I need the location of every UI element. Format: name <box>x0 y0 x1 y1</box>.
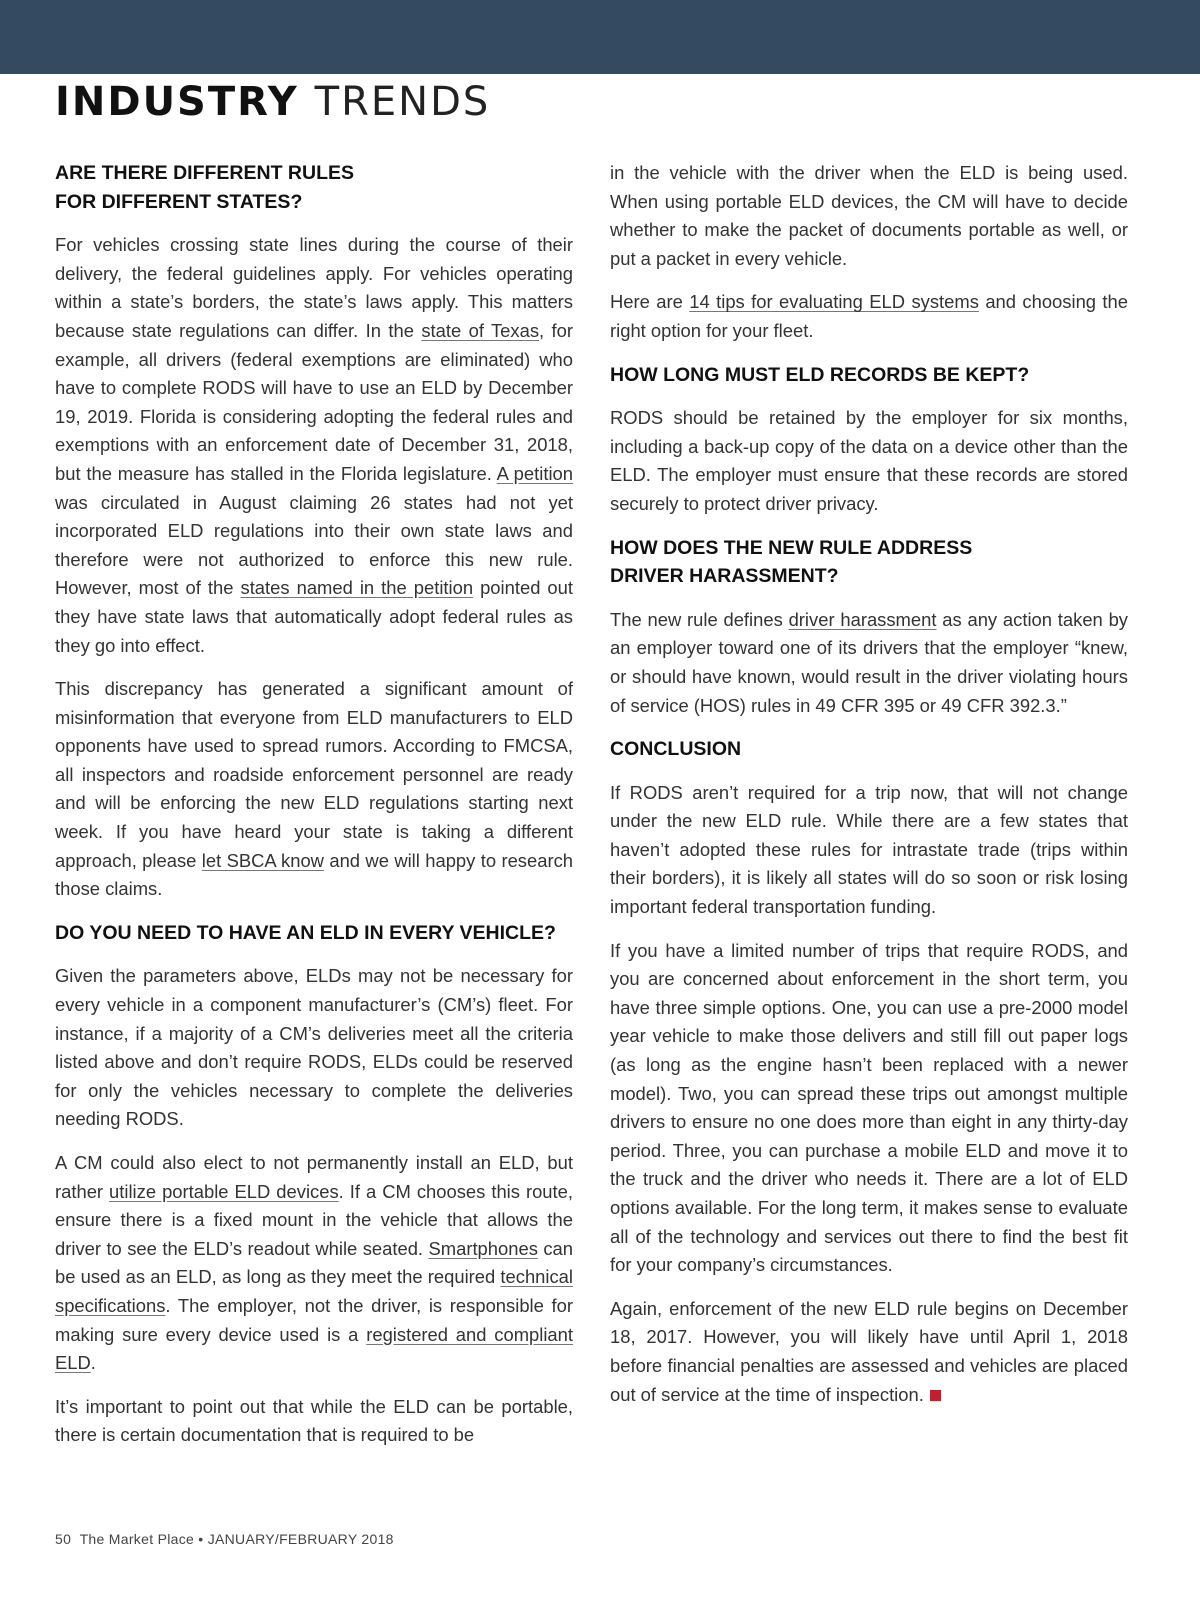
heading-conclusion: CONCLUSION <box>610 738 742 761</box>
text-run: can be used as an ELD, as long as they meet the required <box>55 1237 573 1288</box>
section-title-bold: INDUSTRY <box>55 79 299 125</box>
paragraph-enforcement-date <box>610 1295 1128 1409</box>
text-run: as any action taken by an employer toward one of its drivers that the employer “knew, or should have known, would result in the driver violating hours of service (HOS) rules in 49 CFR 395 or 49 CFR 392.3.” <box>610 608 1128 716</box>
right-column <box>610 159 1128 1424</box>
heading-driver-harassment <box>610 534 1128 591</box>
footer-separator: • <box>198 1531 204 1547</box>
text-run: Here are <box>610 291 690 313</box>
heading-records-kept: HOW LONG MUST ELD RECORDS BE KEPT? <box>610 363 1030 386</box>
text-run: . <box>90 1352 96 1374</box>
heading-eld-every-vehicle: DO YOU NEED TO HAVE AN ELD IN EVERY VEHICLE? <box>55 921 556 944</box>
paragraph-conclusion-options: If you have a limited number of trips that require RODS, and you are concerned about enforcement in the short term, you have three simple options. One, you can use a pre-2000 model year vehicle to make those delivers and still fill out paper logs (as long as the engine hasn’t been replaced with a newer model). Two, you can spread these trips out amongst multiple drivers to ensure no one does more than eight in any thirty-day period. Three, you can purchase a mobile ELD and move it to the truck and the driver who needs it. There are a lot of ELD options available. For the long term, it makes sense to evaluate all of the technology and services out there to find the best fit for your company’s circumstances. <box>610 939 1128 1276</box>
top-color-band <box>0 0 1200 74</box>
paragraph-documentation: It’s important to point out that while the ELD can be portable, there is certain documentation that is required to be <box>55 1395 573 1446</box>
link-a-petition[interactable]: A petition <box>496 462 573 484</box>
paragraph-discrepancy <box>55 675 573 904</box>
page-number: 50 <box>55 1531 72 1547</box>
text-run: and we will happy to research those claims. <box>55 849 574 900</box>
text-run: This discrepancy has generated a significant amount of misinformation that everyone from ELD manufacturers to ELD opponents have used to spread rumors. According to FMCSA, all inspectors and roadside enforcement personnel are ready and will be enforcing the new ELD regulations starting next week. If you have heard your state is taking a different approach, please <box>55 678 573 871</box>
link-smartphones[interactable]: Smartphones <box>428 1237 538 1259</box>
paragraph-conclusion-1: If RODS aren’t required for a trip now, that will not change under the new ELD rule. While there are a few states that haven’t adopted these rules for intrastate trade (trips within their borders), it is likely all states will do so soon or risk losing important federal transportation funding. <box>610 781 1128 918</box>
heading-line: ARE THERE DIFFERENT RULES <box>55 162 355 184</box>
text-run: A CM could also elect to not permanently install an ELD, but rather <box>55 1152 573 1202</box>
link-utilize-portable-eld[interactable]: utilize portable ELD devices <box>109 1180 339 1202</box>
paragraph-vehicle-packet: in the vehicle with the driver when the ELD is being used. When using portable ELD devices, the CM will have to decide whether to make the packet of documents portable as well, or put a packet in every vehicle. <box>610 162 1128 269</box>
link-driver-harassment[interactable]: driver harassment <box>788 608 937 630</box>
text-run: pointed out they have state laws that automatically adopt federal rules as they go into effect. <box>55 577 574 656</box>
section-title-light: TRENDS <box>314 79 491 125</box>
text-run: , for example, all drivers (federal exemptions are eliminated) who have to complete RODS will have to use an ELD by December 19, 2019. Florida is considering adopting the federal rules and exemptions with an enforcement date of December 31, 2018, but the measure has stalled in the Florida legislature. <box>55 319 573 484</box>
text-run: . If a CM chooses this route, ensure there is a fixed mount in the vehicle that allows the driver to see the ELD’s readout while seated. <box>55 1180 573 1259</box>
text-run: . The employer, not the driver, is responsible for making sure every device used is a <box>55 1294 573 1345</box>
end-of-article-mark <box>930 1390 941 1401</box>
heading-line: HOW DOES THE NEW RULE ADDRESS <box>610 536 973 559</box>
text-run: was circulated in August claiming 26 states had not yet incorporated ELD regulations into their own state laws and therefore were not authorized to enforce this new rule. However, most of the <box>55 491 573 599</box>
paragraph-given-parameters: Given the parameters above, ELDs may not be necessary for every vehicle in a component manufacturer’s (CM’s) fleet. For instance, if a majority of a CM’s deliveries meet all the criteria listed above and don’t require RODS, ELDs could be reserved for only the vehicles necessary to complete the deliveries needing RODS. <box>55 965 573 1130</box>
link-registered-compliant-eld[interactable]: registered and compliant ELD <box>55 1323 573 1374</box>
paragraph-harassment-definition <box>610 606 1128 720</box>
link-let-sbca-know[interactable]: let SBCA know <box>201 849 324 871</box>
text-run: The new rule defines <box>610 608 789 630</box>
link-technical-specifications[interactable]: technical specifications <box>55 1266 573 1316</box>
paragraph-tips <box>610 288 1128 345</box>
heading-line: FOR DIFFERENT STATES? <box>55 190 303 213</box>
left-column <box>55 159 573 1465</box>
issue-date: JANUARY/FEBRUARY 2018 <box>207 1531 394 1547</box>
publication-name: The Market Place <box>79 1531 195 1547</box>
paragraph-portable-eld <box>55 1149 573 1378</box>
page-footer <box>55 1531 394 1547</box>
paragraph-state-lines <box>55 231 573 660</box>
link-states-named-in-petition[interactable]: states named in the petition <box>240 577 474 599</box>
text-run: For vehicles crossing state lines during the course of their delivery, the federal guidelines apply. For vehicles operating within a state’s borders, the state’s laws apply. This matters because state regulations can differ. In the <box>55 234 573 341</box>
text-run: Again, enforcement of the new ELD rule begins on December 18, 2017. However, you will likely have until April 1, 2018 before financial penalties are assessed and vehicles are placed out of service at the time of inspection. <box>610 1297 1128 1405</box>
heading-line: DRIVER HARASSMENT? <box>610 565 839 588</box>
heading-different-rules <box>55 159 573 216</box>
text-run: and choosing the right option for your fleet. <box>610 291 1128 341</box>
paragraph-rods-retained: RODS should be retained by the employer for six months, including a back-up copy of the data on a device other than the ELD. The employer must ensure that these records are stored securely to protect driver privacy. <box>610 407 1128 514</box>
link-state-of-texas[interactable]: state of Texas <box>421 319 540 341</box>
section-title <box>55 74 490 130</box>
link-14-tips[interactable]: 14 tips for evaluating ELD systems <box>689 291 979 313</box>
